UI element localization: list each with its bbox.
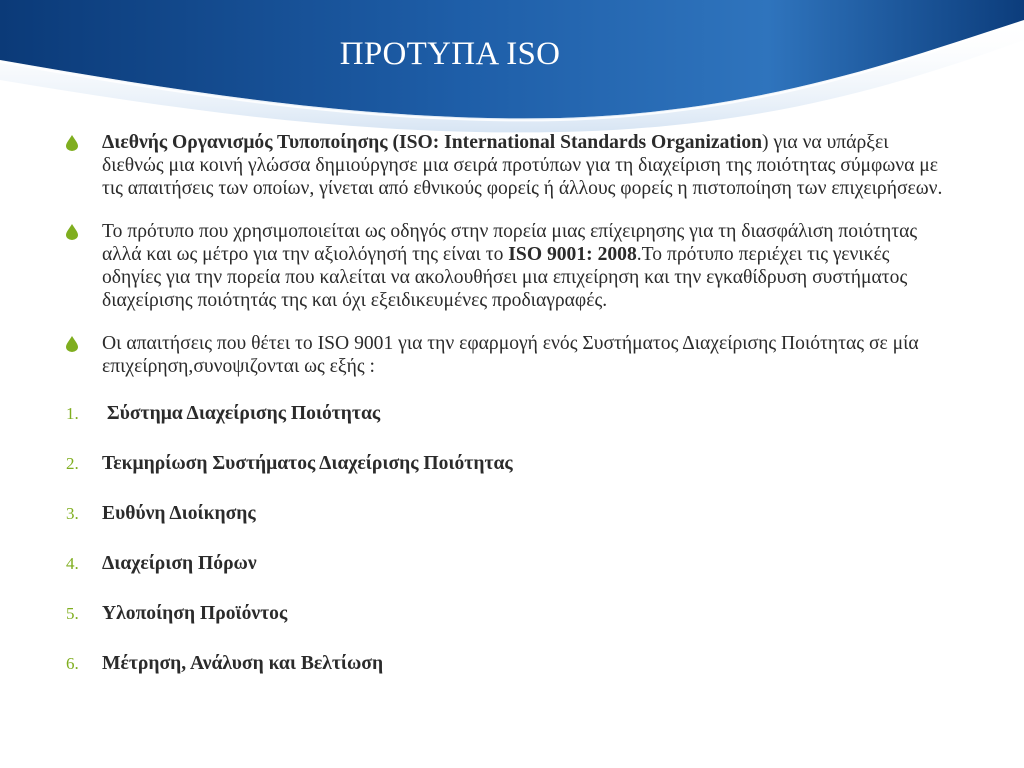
list-item-text: Υλοποίηση Προϊόντος xyxy=(102,603,288,624)
slide-title: ΠΡΟΤΥΠΑ ISO xyxy=(339,36,561,72)
list-item xyxy=(66,402,946,452)
bullet-bold-text: ISO 9001: 2008 xyxy=(508,244,637,265)
list-number: 4. xyxy=(66,554,79,573)
list-number: 2. xyxy=(66,454,79,473)
list-item-text: Τεκμηρίωση Συστήματος Διαχείρισης Ποιότητας xyxy=(102,453,513,474)
bullet-bold-text: Διεθνής Οργανισμός Τυποποίησης (ISO: International Standards Organization xyxy=(102,132,763,153)
water-drop-bullet-icon xyxy=(66,224,78,240)
bullet-item xyxy=(66,332,946,378)
list-number: 5. xyxy=(66,604,79,623)
bullet-item xyxy=(66,220,946,312)
water-drop-bullet-icon xyxy=(66,336,78,352)
list-item xyxy=(66,602,946,652)
list-item xyxy=(66,452,946,502)
bullet-text: .Το πρότυπο περιέχει τις γενικές οδηγίες για την πορεία που καλείται να ακολουθήσει μια επιχείρηση και την εγκαθίδρυση συστήματος διαχείρισης ποιότητάς της και όχι εξειδικευμένες προδιαγραφές. xyxy=(102,244,908,311)
list-item-text: Διαχείριση Πόρων xyxy=(102,553,257,574)
list-number: 3. xyxy=(66,504,79,523)
list-item-text: Ευθύνη Διοίκησης xyxy=(102,503,256,524)
list-item xyxy=(66,502,946,552)
bullet-text: ) για να υπάρξει διεθνώς μια κοινή γλώσσα δημιούργησε μια σειρά προτύπων για τη διαχείριση της ποιότητας σύμφωνα με τις απαιτήσεις των οποίων, γίνεται από εθνικούς φορείς ή άλλους φορείς η πιστοποίηση των επιχειρήσεων. xyxy=(102,132,943,199)
list-item-text: Μέτρηση, Ανάλυση και Βελτίωση xyxy=(102,653,384,674)
bullet-text: Το πρότυπο που χρησιμοποιείται ως οδηγός στην πορεία μιας επίχειρησης για τη διασφάλιση ποιότητας αλλά και ως μέτρο για την αξιολόγησή της είναι το xyxy=(102,221,918,265)
slide-content xyxy=(66,131,946,702)
list-number: 6. xyxy=(66,654,79,673)
list-item xyxy=(66,652,946,702)
requirements-list xyxy=(66,402,946,702)
list-item xyxy=(66,552,946,602)
list-item-text: Σύστημα Διαχείρισης Ποιότητας xyxy=(102,403,381,424)
bullet-text: Οι απαιτήσεις που θέτει το ISO 9001 για την εφαρμογή ενός Συστήματος Διαχείρισης Ποιότητας σε μία επιχείρηση,συνοψιζονται ως εξής : xyxy=(102,333,919,377)
water-drop-bullet-icon xyxy=(66,135,78,151)
list-number: 1. xyxy=(66,404,79,423)
bullet-item xyxy=(66,131,946,200)
